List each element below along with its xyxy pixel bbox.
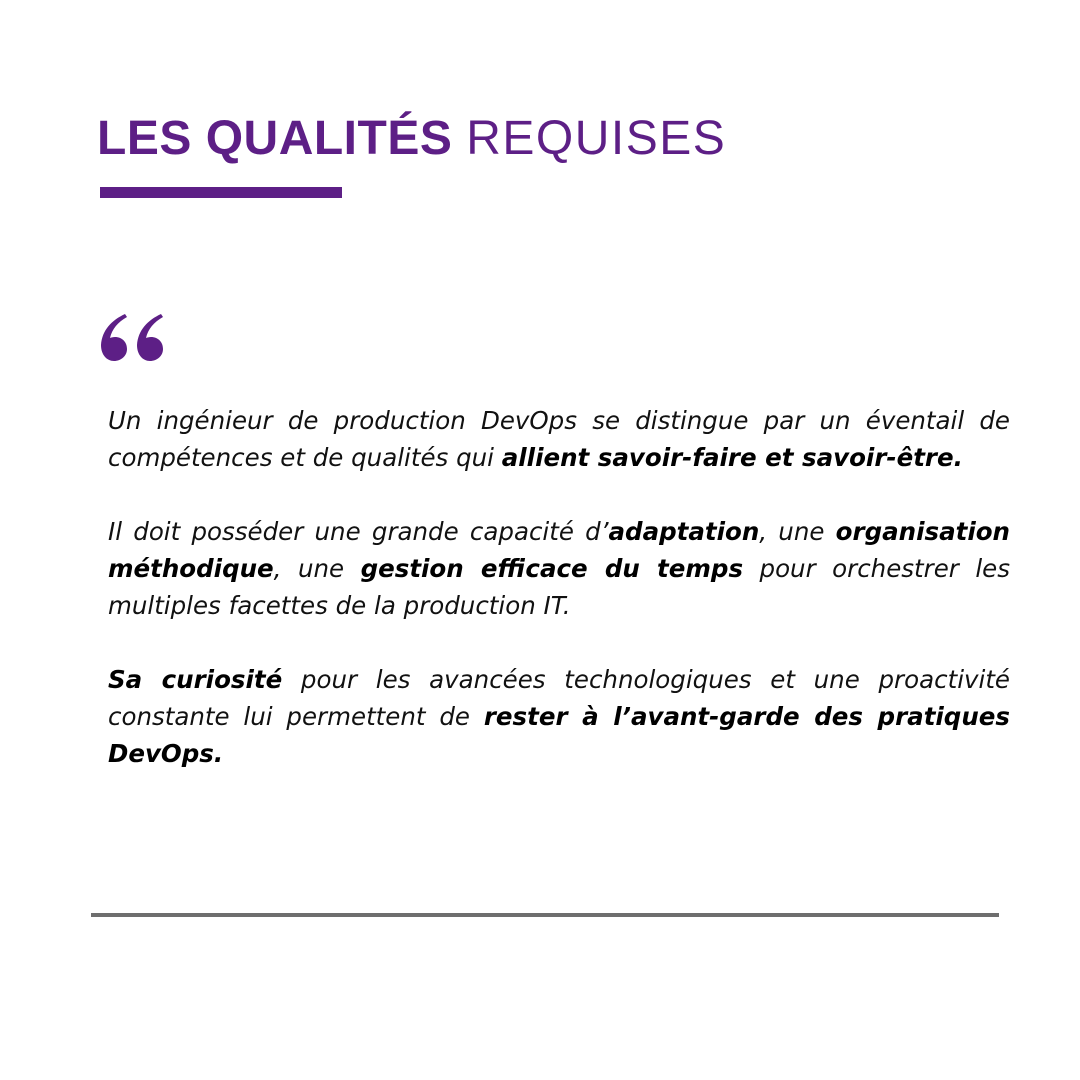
text-emphasis: allient savoir-faire et savoir-être. bbox=[501, 443, 963, 472]
text-segment: pour orchestrer les multiples facettes de la production IT. bbox=[108, 554, 1011, 620]
paragraph-3 bbox=[108, 661, 1010, 772]
text-emphasis: organisation méthodique bbox=[108, 517, 1010, 583]
paragraph-1 bbox=[108, 402, 1010, 476]
paragraph-2 bbox=[108, 513, 1010, 624]
page-title bbox=[97, 108, 726, 170]
title-underline bbox=[100, 187, 342, 198]
text-emphasis: adaptation bbox=[608, 517, 760, 546]
title-light: REQUISES bbox=[466, 112, 727, 165]
text-emphasis: rester à l’avant-garde des pratiques DevOps. bbox=[108, 702, 1010, 768]
text-segment: , une bbox=[759, 517, 836, 546]
text-segment: , une bbox=[273, 554, 361, 583]
title-bold: LES QUALITÉS bbox=[97, 112, 453, 165]
text-emphasis: Sa curiosité bbox=[108, 665, 283, 694]
text-segment: pour les avancées technologiques et une proactivité constante lui permettent de bbox=[108, 665, 1010, 731]
quote-body bbox=[108, 402, 1010, 772]
text-segment: Il doit posséder une grande capacité d’ bbox=[108, 517, 609, 546]
opening-quote-icon bbox=[98, 312, 164, 362]
bottom-divider bbox=[91, 913, 999, 917]
text-segment: Un ingénieur de production DevOps se distingue par un éventail de compétences et de qualités qui bbox=[108, 406, 1010, 472]
text-emphasis: gestion efficace du temps bbox=[360, 554, 744, 583]
